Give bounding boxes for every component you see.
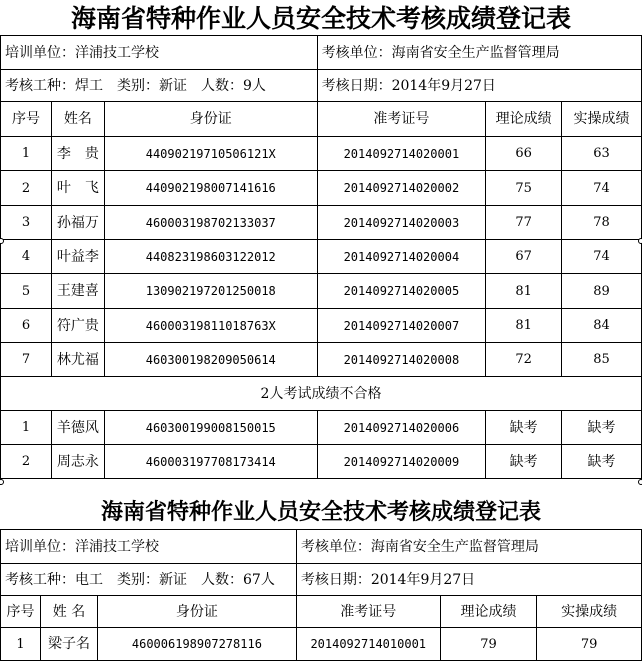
assess-unit: 考核单位：海南省安全生产监督管理局 bbox=[296, 530, 641, 564]
col-header-name: 姓 名 bbox=[40, 596, 97, 628]
col-header-id: 身份证 bbox=[97, 596, 296, 628]
col-header-theory: 理论成绩 bbox=[440, 596, 537, 628]
row-id-number: 460300198209050614 bbox=[104, 343, 317, 377]
col-header-index: 序号 bbox=[1, 102, 52, 137]
table-row bbox=[1, 343, 642, 377]
row-practice-score: 79 bbox=[537, 628, 642, 661]
row-practice-score: 84 bbox=[562, 309, 642, 343]
row-ticket-number: 2014092714020006 bbox=[317, 411, 486, 445]
row-theory-score: 66 bbox=[486, 137, 562, 171]
col-header-practice: 实操成绩 bbox=[537, 596, 642, 628]
table-row bbox=[1, 274, 642, 309]
row-index: 1 bbox=[1, 137, 52, 171]
job-info: 考核工种：电工 类别：新证 人数：67人 bbox=[1, 564, 297, 596]
row-name: 羊德风 bbox=[51, 411, 104, 445]
table-row bbox=[1, 171, 642, 206]
col-header-ticket: 准考证号 bbox=[296, 596, 440, 628]
row-name: 孙福万 bbox=[51, 206, 104, 240]
row-ticket-number: 2014092714020003 bbox=[317, 206, 486, 240]
row-theory-score: 81 bbox=[486, 274, 562, 309]
table-row bbox=[1, 137, 642, 171]
assess-date: 考核日期：2014年9月27日 bbox=[296, 564, 641, 596]
row-practice-score: 缺考 bbox=[562, 445, 642, 479]
form-2-table bbox=[0, 529, 642, 661]
header-row bbox=[1, 102, 642, 137]
col-header-practice: 实操成绩 bbox=[562, 102, 642, 137]
row-index: 1 bbox=[1, 411, 52, 445]
row-practice-score: 78 bbox=[562, 206, 642, 240]
row-theory-score: 81 bbox=[486, 309, 562, 343]
row-theory-score: 72 bbox=[486, 343, 562, 377]
row-theory-score: 缺考 bbox=[486, 445, 562, 479]
table-row bbox=[1, 309, 642, 343]
row-index: 3 bbox=[1, 206, 52, 240]
row-theory-score: 75 bbox=[486, 171, 562, 206]
row-id-number: 44090219710506121X bbox=[104, 137, 317, 171]
training-unit: 培训单位：洋浦技工学校 bbox=[1, 36, 318, 70]
row-name: 林尤福 bbox=[51, 343, 104, 377]
assess-date: 考核日期：2014年9月27日 bbox=[317, 70, 641, 102]
form-1-table bbox=[0, 35, 642, 479]
row-theory-score: 79 bbox=[440, 628, 537, 661]
row-theory-score: 67 bbox=[486, 240, 562, 274]
row-index: 4 bbox=[1, 240, 52, 274]
row-index: 7 bbox=[1, 343, 52, 377]
table-row bbox=[1, 411, 642, 445]
fail-note: 2人考试成绩不合格 bbox=[1, 377, 642, 411]
row-name: 叶 飞 bbox=[51, 171, 104, 206]
training-unit: 培训单位：洋浦技工学校 bbox=[1, 530, 297, 564]
form-1-title: 海南省特种作业人员安全技术考核成绩登记表 bbox=[70, 4, 571, 33]
row-name: 梁子名 bbox=[40, 628, 97, 661]
row-ticket-number: 2014092714020002 bbox=[317, 171, 486, 206]
row-ticket-number: 2014092714020004 bbox=[317, 240, 486, 274]
job-info: 考核工种：焊工 类别：新证 人数：9人 bbox=[1, 70, 318, 102]
row-index: 5 bbox=[1, 274, 52, 309]
row-theory-score: 77 bbox=[486, 206, 562, 240]
col-header-name: 姓名 bbox=[51, 102, 104, 137]
row-id-number: 460003198702133037 bbox=[104, 206, 317, 240]
col-header-ticket: 准考证号 bbox=[317, 102, 486, 137]
header-row bbox=[1, 596, 642, 628]
row-ticket-number: 2014092714020001 bbox=[317, 137, 486, 171]
row-ticket-number: 2014092714020007 bbox=[317, 309, 486, 343]
row-id-number: 460300199008150015 bbox=[104, 411, 317, 445]
row-index: 2 bbox=[1, 171, 52, 206]
row-ticket-number: 2014092714020005 bbox=[317, 274, 486, 309]
row-theory-score: 缺考 bbox=[486, 411, 562, 445]
row-practice-score: 85 bbox=[562, 343, 642, 377]
row-practice-score: 63 bbox=[562, 137, 642, 171]
row-index: 6 bbox=[1, 309, 52, 343]
row-id-number: 130902197201250018 bbox=[104, 274, 317, 309]
row-name: 符广贵 bbox=[51, 309, 104, 343]
row-name: 周志永 bbox=[51, 445, 104, 479]
table-row bbox=[1, 206, 642, 240]
row-id-number: 46000319811018763X bbox=[104, 309, 317, 343]
table-row bbox=[1, 628, 642, 661]
row-practice-score: 89 bbox=[562, 274, 642, 309]
row-practice-score: 缺考 bbox=[562, 411, 642, 445]
row-id-number: 460006198907278116 bbox=[97, 628, 296, 661]
row-name: 李 贵 bbox=[51, 137, 104, 171]
assess-unit: 考核单位：海南省安全生产监督管理局 bbox=[317, 36, 641, 70]
row-ticket-number: 2014092714010001 bbox=[296, 628, 440, 661]
table-row bbox=[1, 445, 642, 479]
row-ticket-number: 2014092714020008 bbox=[317, 343, 486, 377]
row-ticket-number: 2014092714020009 bbox=[317, 445, 486, 479]
row-practice-score: 74 bbox=[562, 171, 642, 206]
row-practice-score: 74 bbox=[562, 240, 642, 274]
table-row bbox=[1, 240, 642, 274]
col-header-index: 序号 bbox=[1, 596, 41, 628]
form-2-title: 海南省特种作业人员安全技术考核成绩登记表 bbox=[100, 499, 541, 525]
row-index: 1 bbox=[1, 628, 41, 661]
row-index: 2 bbox=[1, 445, 52, 479]
row-name: 王建喜 bbox=[51, 274, 104, 309]
edge-marker bbox=[638, 238, 642, 244]
col-header-id: 身份证 bbox=[104, 102, 317, 137]
row-id-number: 440902198007141616 bbox=[104, 171, 317, 206]
row-id-number: 460003197708173414 bbox=[104, 445, 317, 479]
col-header-theory: 理论成绩 bbox=[486, 102, 562, 137]
fail-note-row bbox=[1, 377, 642, 411]
edge-marker bbox=[0, 479, 4, 485]
row-id-number: 440823198603122012 bbox=[104, 240, 317, 274]
row-name: 叶益李 bbox=[51, 240, 104, 274]
edge-marker bbox=[638, 479, 642, 485]
